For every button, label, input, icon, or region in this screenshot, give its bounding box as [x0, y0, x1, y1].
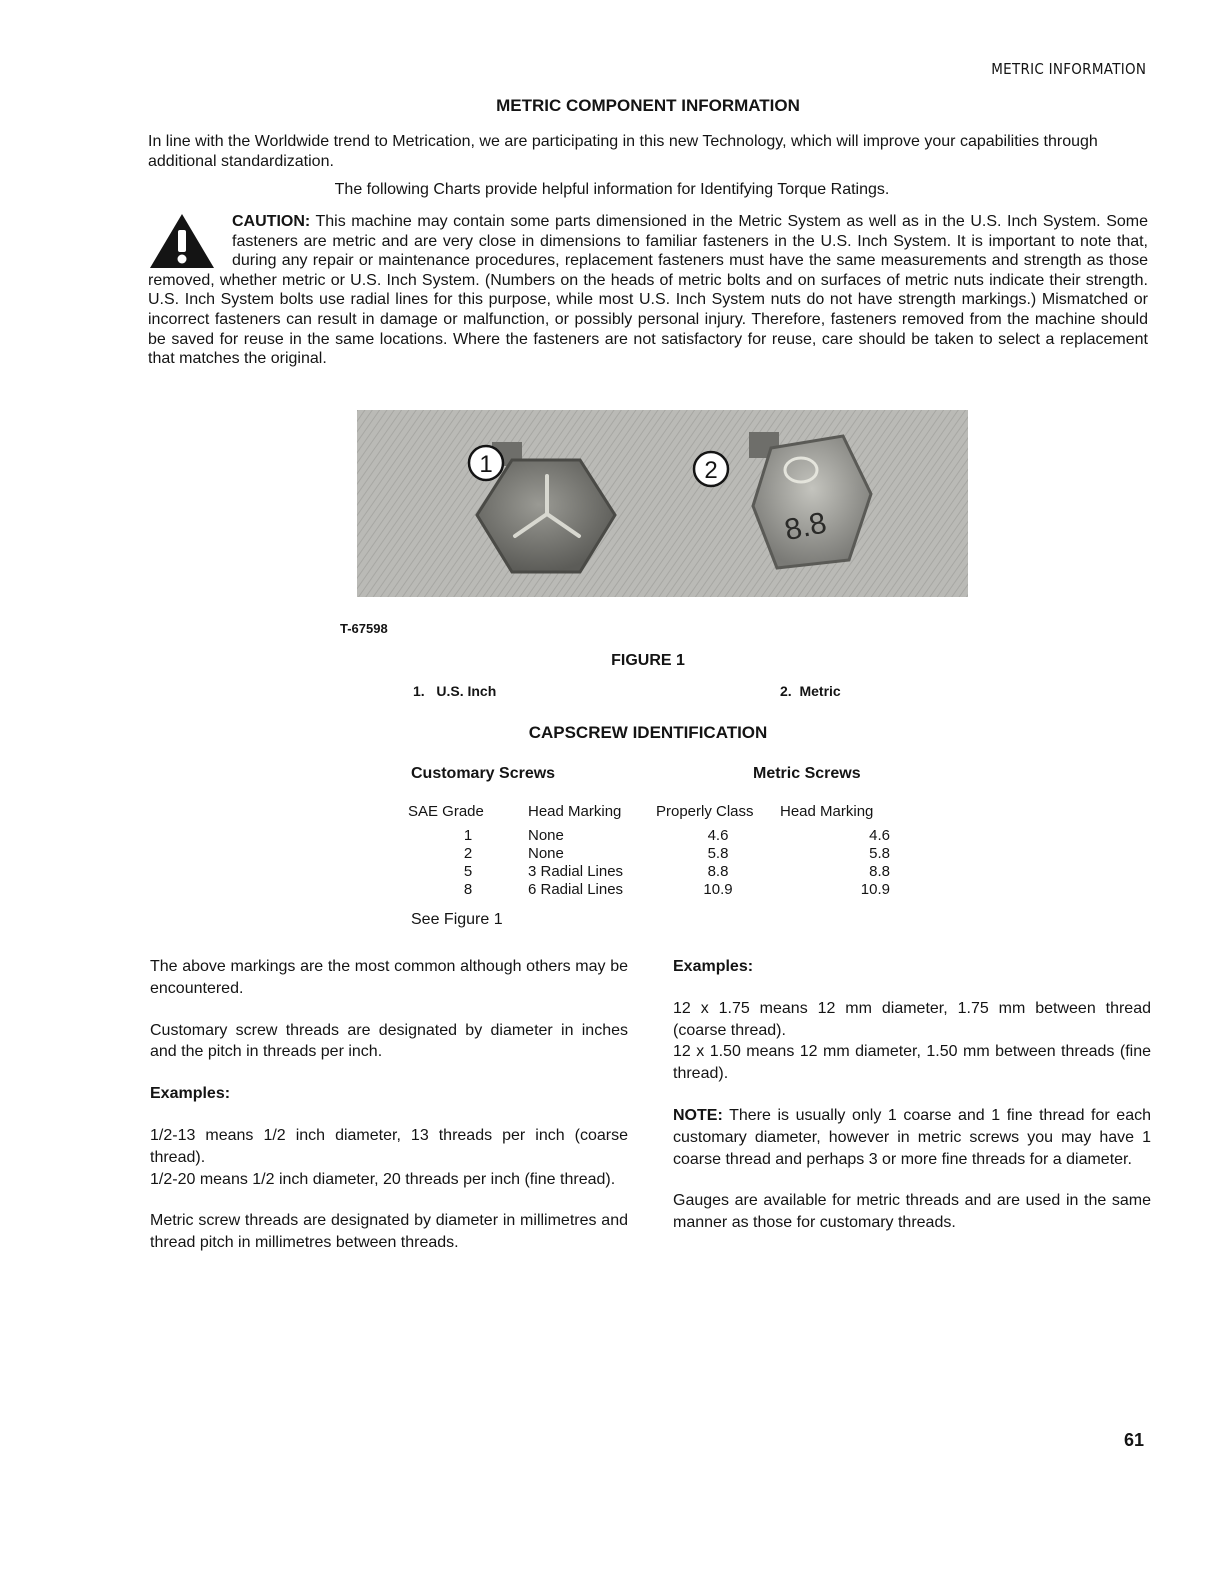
figure-photo: [357, 410, 968, 597]
table-row: [408, 845, 890, 863]
example: 1/2-20 means 1/2 inch diameter, 20 threads per inch (fine thread).: [150, 1170, 616, 1188]
col-metric-head-marking: Head Marking: [780, 803, 874, 820]
capscrew-title: CAPSCREW IDENTIFICATION: [528, 723, 768, 742]
note-text: There is usually only 1 coarse and 1 fine thread for each customary diameter, however in metric screws you may have 1 coarse thread and perhaps 3 or more fine threads for a diameter.: [673, 1106, 1151, 1168]
callout-1: 1: [479, 451, 493, 478]
caution-label: CAUTION:: [232, 213, 311, 230]
cell: 8.8: [869, 863, 890, 880]
legend-label: U.S. Inch: [436, 683, 497, 699]
paragraph: Gauges are available for metric threads and are used in the same manner as those for customary threads.: [673, 1192, 1151, 1232]
right-column: [673, 956, 1151, 1254]
note-paragraph: [673, 1105, 1151, 1170]
paragraph: The above markings are the most common although others may be encountered.: [150, 958, 628, 997]
see-figure-note: See Figure 1: [411, 911, 503, 928]
page-title: METRIC COMPONENT INFORMATION: [496, 96, 800, 115]
legend-number: 1.: [413, 683, 425, 699]
cell: 6 Radial Lines: [528, 881, 624, 898]
col-head-marking: Head Marking: [528, 803, 622, 820]
table-row: [408, 881, 890, 899]
cell: 1: [463, 827, 473, 844]
paragraph: Customary screw threads are designated by diameter in inches and the pitch in threads per inch.: [150, 1021, 628, 1061]
cell: 5: [463, 863, 473, 880]
cell: 5.8: [707, 845, 729, 862]
col-property-class: Properly Class: [656, 803, 754, 820]
legend-label: Metric: [799, 683, 841, 699]
caution-block: [148, 212, 1148, 369]
cell: 3 Radial Lines: [528, 863, 624, 880]
intro-paragraph: In line with the Worldwide trend to Metrication, we are participating in this new Technology, which will improve your capabilities through additional standardization.: [148, 133, 1098, 170]
warning-triangle-icon: [148, 212, 228, 270]
running-header: METRIC INFORMATION: [990, 60, 1146, 78]
examples-heading: Examples:: [673, 958, 754, 975]
example: 1/2-13 means 1/2 inch diameter, 13 threads per inch (coarse thread).: [150, 1126, 628, 1166]
cell: 5.8: [869, 845, 890, 862]
note-label: NOTE:: [673, 1106, 723, 1124]
cell: None: [528, 845, 564, 862]
metric-head-marking: 8.8: [781, 506, 830, 548]
legend-number: 2.: [780, 683, 792, 699]
cell: 10.9: [860, 881, 890, 898]
callout-2: 2: [704, 457, 718, 484]
figure-title: FIGURE 1: [611, 652, 685, 669]
cell: 10.9: [703, 881, 733, 898]
customary-heading: Customary Screws: [411, 765, 556, 782]
cell: 2: [463, 845, 473, 862]
caution-text: This machine may contain some parts dimensioned in the Metric System as well as in the U.S. Inch System. Some fasteners are metric and are very close in dimensions to familiar fasteners in the U.S. Inch System. It is important to note that, during any repair or maintenance procedures, replacement fasteners must have the same measurements and strength as those removed, whether metric or U.S. Inch System. (Numbers on the heads of metric bolts and on surfaces of metric nuts indicate their strength. U.S. Inch System bolts use radial lines for this purpose, while most U.S. Inch System nuts do not have strength markings.) Mismatched or incorrect fasteners can result in damage or malfunction, or possibly personal injury. Therefore, fasteners removed from the machine should be saved for reuse in the same locations. Where the fasteners are not satisfactory for reuse, care should be taken to select a replacement that matches the original.: [148, 213, 1148, 368]
capscrew-table: [408, 803, 890, 899]
figure-code: T-67598: [340, 621, 388, 636]
page-number: 61: [1124, 1430, 1145, 1450]
figure-legend-item: [780, 683, 841, 699]
figure-legend-item: [413, 683, 496, 699]
cell: 4.6: [707, 827, 729, 844]
cell: 8.8: [707, 863, 729, 880]
examples-heading: Examples:: [150, 1085, 231, 1103]
table-row: [408, 863, 890, 881]
metric-heading: Metric Screws: [753, 765, 861, 782]
col-sae-grade: SAE Grade: [408, 803, 484, 820]
charts-line: The following Charts provide helpful information for Identifying Torque Ratings.: [334, 181, 890, 198]
left-column: [150, 956, 628, 1274]
cell: 4.6: [869, 827, 890, 844]
example: 12 x 1.75 means 12 mm diameter, 1.75 mm between thread (coarse thread).: [673, 999, 1151, 1039]
example: 12 x 1.50 means 12 mm diameter, 1.50 mm between threads (fine thread).: [673, 1043, 1151, 1083]
table-header-row: [408, 803, 890, 827]
cell: None: [528, 827, 564, 844]
table-row: [408, 827, 890, 845]
cell: 8: [463, 881, 473, 898]
paragraph: Metric screw threads are designated by diameter in millimetres and thread pitch in millimetres between threads.: [150, 1212, 628, 1252]
